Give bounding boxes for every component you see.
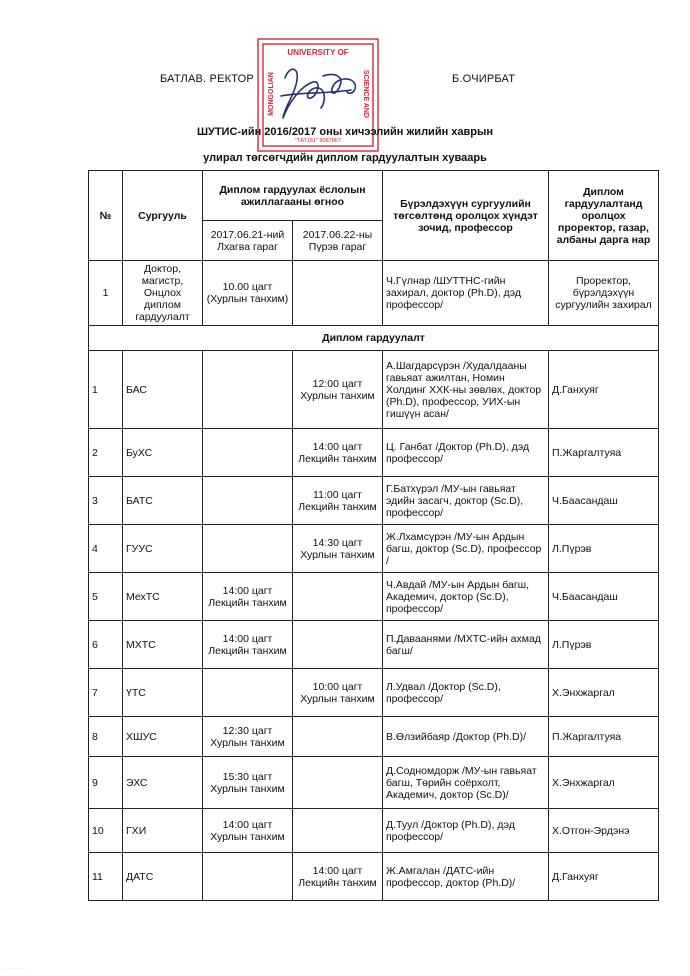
- cell-date2: [293, 261, 383, 326]
- rector-name: Б.ОЧИРБАТ: [452, 73, 516, 85]
- cell-official: Х.Отгон-Эрдэнэ: [549, 809, 659, 853]
- col-header-ceremony: Диплом гардуулах ёслолын ажиллагааны өгноо: [203, 171, 383, 221]
- table-row: [89, 757, 659, 809]
- cell-guest: Ч.Гүлнар /ШУТТНС-гийн захирал, доктор (Ph.D), дэд профессор/: [383, 261, 549, 326]
- cell-no: 7: [89, 669, 123, 717]
- cell-date2: 14:00 цагт Лекцийн танхим: [293, 853, 383, 901]
- cell-date1: 14:00 цагт Лекцийн танхим: [203, 621, 293, 669]
- cell-official: Ч.Баасандаш: [549, 573, 659, 621]
- cell-guest: Л.Удвал /Доктор (Sc.D), профессор/: [383, 669, 549, 717]
- cell-school: ГУУС: [123, 525, 203, 573]
- cell-school: МХТС: [123, 621, 203, 669]
- col-header-school: Сургууль: [123, 171, 203, 261]
- cell-no: 6: [89, 621, 123, 669]
- table-row: [89, 809, 659, 853]
- cell-guest: Д.Содномдорж /МУ-ын гавьяат багш, Төрийн соёрхолт, Академич, доктор (Sc.D)/: [383, 757, 549, 809]
- cell-school: БАС: [123, 351, 203, 429]
- cell-school: БАТС: [123, 477, 203, 525]
- cell-date1: 12:30 цагт Хурлын танхим: [203, 717, 293, 757]
- doctoral-row: [89, 261, 659, 326]
- schedule-rows: [89, 351, 659, 901]
- cell-date2: [293, 621, 383, 669]
- cell-date2: 10:00 цагт Хурлын танхим: [293, 669, 383, 717]
- cell-guest: Ж.Амгалан /ДАТС-ийн профессор, доктор (Ph.D)/: [383, 853, 549, 901]
- table-row: [89, 669, 659, 717]
- cell-date2: 14:30 цагт Хурлын танхим: [293, 525, 383, 573]
- cell-date2: 11:00 цагт Лекцийн танхим: [293, 477, 383, 525]
- cell-date1: 10.00 цагт (Хурлын танхим): [203, 261, 293, 326]
- cell-date2: [293, 757, 383, 809]
- cell-official: Х.Энхжаргал: [549, 669, 659, 717]
- date-header-wednesday: 2017.06.21-ний Лхагва гараг: [203, 221, 293, 261]
- graduation-schedule-table: [88, 170, 659, 901]
- scan-edge-mark: ·········: [2, 966, 29, 972]
- cell-school: ХШУС: [123, 717, 203, 757]
- table-row: [89, 573, 659, 621]
- cell-date2: [293, 809, 383, 853]
- stamp-right-text: SCIENCE AND: [362, 70, 369, 118]
- cell-date2: [293, 573, 383, 621]
- cell-official: П.Жаргалтуяа: [549, 429, 659, 477]
- cell-guest: Ч.Авдай /МУ-ын Ардын багш, Академич, доктор (Sc.D), профессор/: [383, 573, 549, 621]
- cell-date1: [203, 853, 293, 901]
- table-row: [89, 429, 659, 477]
- cell-date1: [203, 351, 293, 429]
- cell-date1: [203, 429, 293, 477]
- cell-official: Л.Пүрэв: [549, 621, 659, 669]
- cell-no: 5: [89, 573, 123, 621]
- cell-date1: [203, 525, 293, 573]
- cell-school: ГХИ: [123, 809, 203, 853]
- cell-guest: В.Өлзийбаяр /Доктор (Ph.D)/: [383, 717, 549, 757]
- cell-official: Х.Энхжаргал: [549, 757, 659, 809]
- cell-school: МехТС: [123, 573, 203, 621]
- cell-no: 1: [89, 351, 123, 429]
- cell-guest: Д.Туул /Доктор (Ph.D), дэд профессор/: [383, 809, 549, 853]
- cell-date1: 15:30 цагт Хурлын танхим: [203, 757, 293, 809]
- cell-date2: [293, 717, 383, 757]
- cell-no: 10: [89, 809, 123, 853]
- date-header-thursday: 2017.06.22-ны Пүрэв гараг: [293, 221, 383, 261]
- cell-no: 2: [89, 429, 123, 477]
- cell-official: Проректор, бүрэлдэхүүн сургуулийн захирал: [549, 261, 659, 326]
- cell-no: 3: [89, 477, 123, 525]
- col-header-guest: Бүрэлдэхүүн сургуулийн төгсөлтөнд оролцох хүндэт зочид, профессор: [383, 171, 549, 261]
- stamp-left-text: MONGOLIAN: [268, 72, 275, 116]
- stamp-top-text: UNIVERSITY OF: [287, 48, 349, 57]
- table-row: [89, 351, 659, 429]
- col-header-no: №: [89, 171, 123, 261]
- cell-date2: 14:00 цагт Лекцийн танхим: [293, 429, 383, 477]
- section-row: [89, 326, 659, 351]
- cell-guest: А.Шагдарсүрэн /Худалдааны гавьяат ажилтан, Номин Холдинг ХХК-ны зөвлөх, доктор (Ph.D), профессор, УИХ-ын гишүүн асан/: [383, 351, 549, 429]
- cell-guest: Ж.Лхамсүрэн /МУ-ын Ардын багш, доктор (Sc.D), профессор /: [383, 525, 549, 573]
- cell-date1: 14:00 цагт Хурлын танхим: [203, 809, 293, 853]
- table-header-row: [89, 171, 659, 221]
- stamp-bottom-text: "ТАТ161" 9087867: [295, 138, 341, 144]
- cell-school: ДАТС: [123, 853, 203, 901]
- col-header-officials: Диплом гардуулалтанд оролцох проректор, газар, албаны дарга нар: [549, 171, 659, 261]
- cell-no: 1: [89, 261, 123, 326]
- cell-guest: Ц. Ганбат /Доктор (Ph.D), дэд профессор/: [383, 429, 549, 477]
- cell-school: ҮТС: [123, 669, 203, 717]
- table-row: [89, 717, 659, 757]
- cell-date1: 14:00 цагт Лекцийн танхим: [203, 573, 293, 621]
- cell-official: П.Жаргалтуяа: [549, 717, 659, 757]
- cell-no: 11: [89, 853, 123, 901]
- table-row: [89, 525, 659, 573]
- cell-date2: 12:00 цагт Хурлын танхим: [293, 351, 383, 429]
- cell-no: 8: [89, 717, 123, 757]
- section-title: Диплом гардуулалт: [89, 326, 659, 351]
- cell-no: 9: [89, 757, 123, 809]
- cell-no: 4: [89, 525, 123, 573]
- cell-date1: [203, 477, 293, 525]
- table-row: [89, 621, 659, 669]
- approve-label: БАТЛАВ. РЕКТОР: [160, 73, 254, 85]
- table-row: [89, 477, 659, 525]
- cell-date1: [203, 669, 293, 717]
- rector-signature: [281, 69, 355, 118]
- cell-school: Доктор, магистр, Онцлох диплом гардуулалт: [123, 261, 203, 326]
- cell-official: Д.Ганхуяг: [549, 853, 659, 901]
- cell-official: Ч.Баасандаш: [549, 477, 659, 525]
- cell-school: ЭХС: [123, 757, 203, 809]
- cell-guest: П.Даваанями /МХТС-ийн ахмад багш/: [383, 621, 549, 669]
- cell-guest: Г.Батхүрэл /МУ-ын гавьяат эдийн засагч, доктор (Sc.D), профессор/: [383, 477, 549, 525]
- cell-official: Д.Ганхуяг: [549, 351, 659, 429]
- document-title-line1: ШУТИС-ийн 2016/2017 оны хичээлийн жилийн хаврын: [196, 126, 494, 138]
- document-title-line2: улирал төгсөгчдийн диплом гардуулалтын хуваарь: [203, 152, 487, 164]
- table-row: [89, 853, 659, 901]
- cell-official: Л.Пүрэв: [549, 525, 659, 573]
- cell-school: БуХС: [123, 429, 203, 477]
